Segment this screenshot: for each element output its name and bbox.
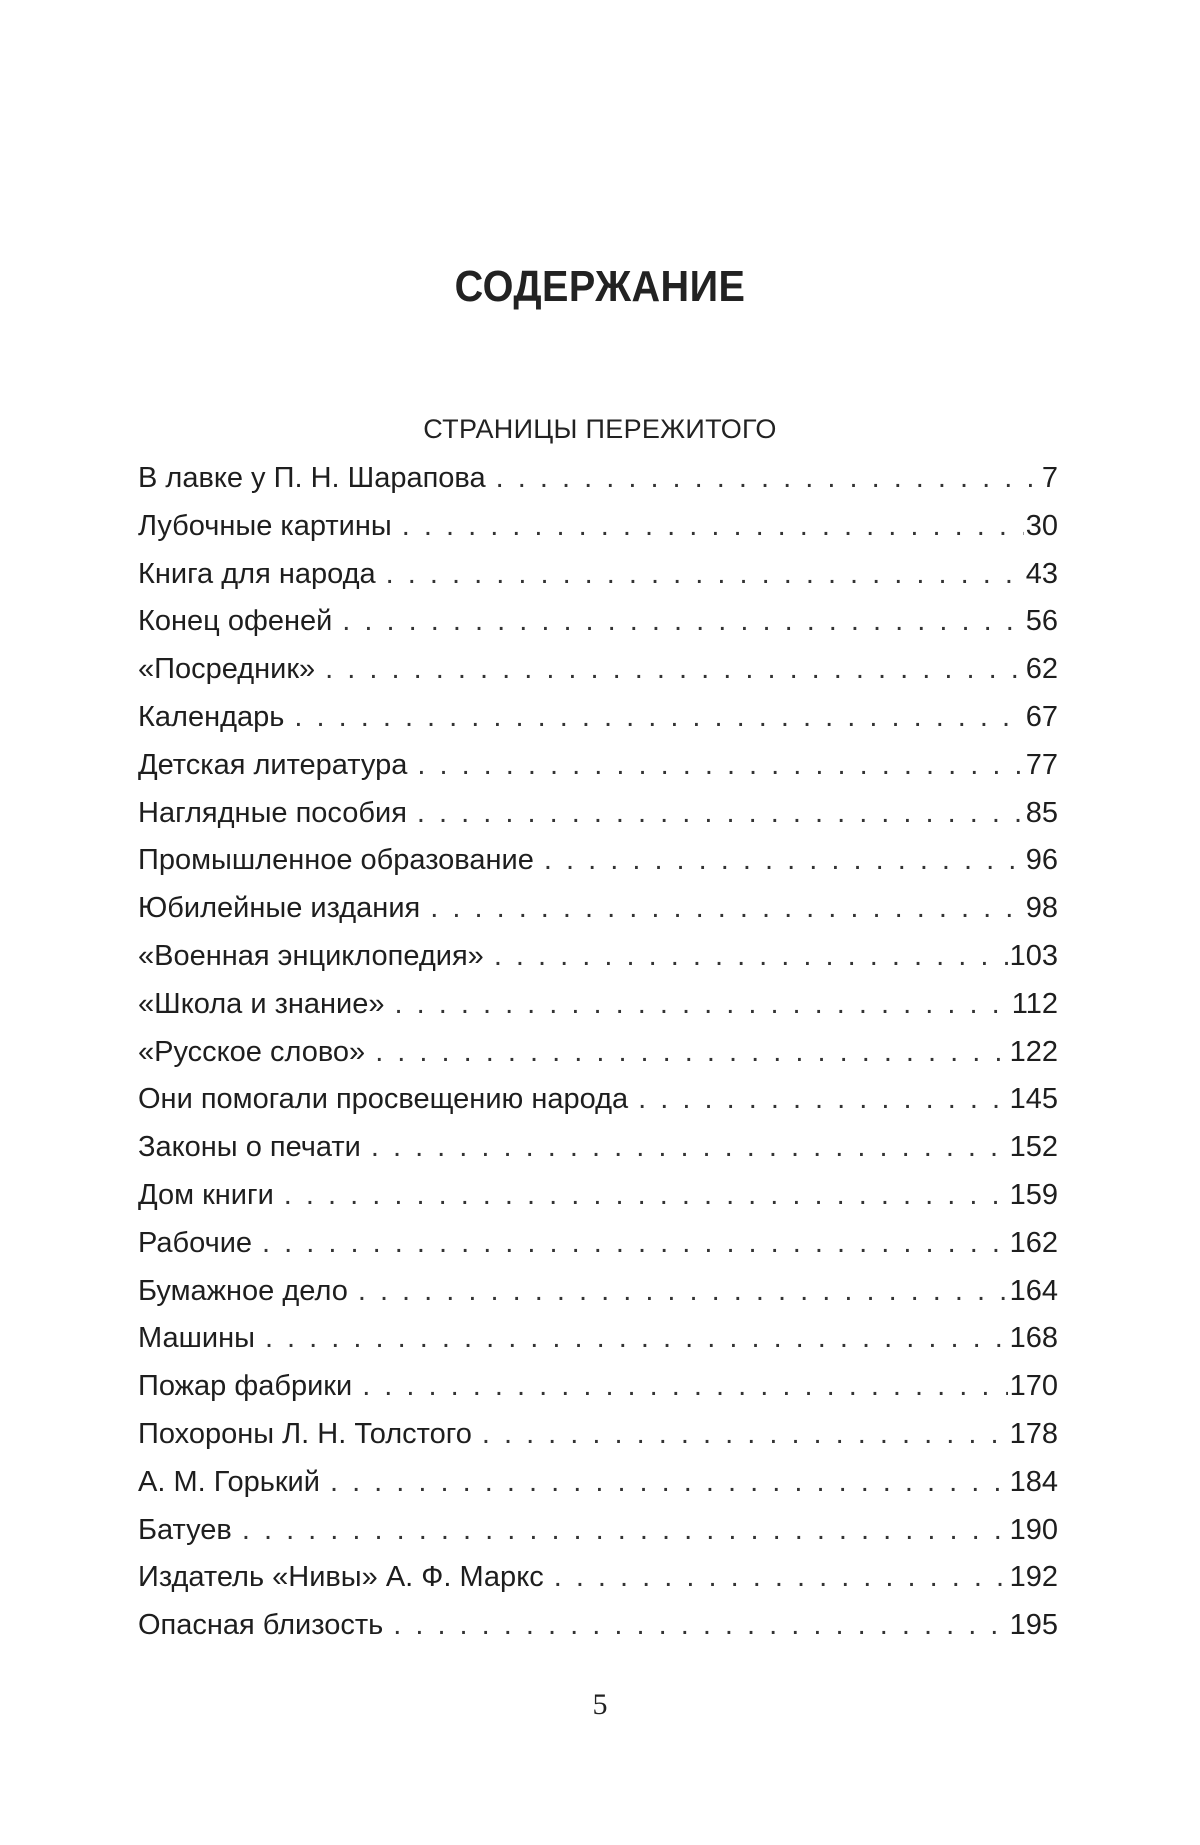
toc-entry-page-number: 192 bbox=[1009, 1561, 1058, 1594]
dot-leader bbox=[294, 701, 1023, 734]
dot-leader bbox=[330, 1466, 1008, 1499]
toc-entry-page-number: 168 bbox=[1009, 1322, 1058, 1355]
dot-leader bbox=[417, 749, 1023, 782]
toc-entry-title: Календарь bbox=[138, 700, 285, 733]
toc-entry bbox=[138, 1179, 1058, 1227]
toc-entry bbox=[138, 892, 1058, 940]
toc-entry-title: Бумажное дело bbox=[138, 1274, 348, 1307]
dot-leader bbox=[262, 1227, 1008, 1260]
toc-entry-page-number: 178 bbox=[1009, 1417, 1058, 1450]
toc-entry-page-number: 162 bbox=[1009, 1226, 1058, 1259]
toc-entry bbox=[138, 1036, 1058, 1084]
toc-entry-title: Конец офеней bbox=[138, 605, 333, 638]
toc-entry-page-number: 96 bbox=[1025, 844, 1058, 877]
dot-leader bbox=[375, 1036, 1007, 1069]
dot-leader bbox=[494, 940, 1008, 973]
dot-leader bbox=[284, 1179, 1008, 1212]
toc-entry-page-number: 190 bbox=[1009, 1513, 1058, 1546]
dot-leader bbox=[265, 1322, 1008, 1355]
toc-entry-title: Наглядные пособия bbox=[138, 796, 407, 829]
toc-entry bbox=[138, 988, 1058, 1036]
toc-entry bbox=[138, 1227, 1058, 1275]
toc-entry-title: «Посредник» bbox=[138, 653, 316, 686]
dot-leader bbox=[371, 1131, 1008, 1164]
toc-entry bbox=[138, 1418, 1058, 1466]
dot-leader bbox=[554, 1561, 1008, 1594]
dot-leader bbox=[482, 1418, 1008, 1451]
toc-entry-title: Промышленное образование bbox=[138, 844, 534, 877]
table-of-contents bbox=[138, 462, 1058, 1657]
toc-entry-title: Пожар фабрики bbox=[138, 1370, 353, 1403]
toc-entry bbox=[138, 462, 1058, 510]
toc-entry bbox=[138, 653, 1058, 701]
toc-entry bbox=[138, 1609, 1058, 1657]
toc-entry-page-number: 67 bbox=[1025, 700, 1058, 733]
toc-entry-page-number: 112 bbox=[1011, 987, 1058, 1020]
dot-leader bbox=[395, 988, 1010, 1021]
toc-entry-title: Машины bbox=[138, 1322, 255, 1355]
toc-entry-title: Детская литература bbox=[138, 748, 408, 781]
dot-leader bbox=[638, 1083, 1007, 1116]
toc-entry bbox=[138, 605, 1058, 653]
toc-entry-title: Законы о печати bbox=[138, 1131, 361, 1164]
toc-entry-title: Юбилейные издания bbox=[138, 892, 421, 925]
toc-entry-page-number: 85 bbox=[1025, 796, 1058, 829]
toc-entry-title: Батуев bbox=[138, 1513, 232, 1546]
toc-entry-page-number: 170 bbox=[1009, 1370, 1058, 1403]
toc-entry-page-number: 145 bbox=[1009, 1083, 1058, 1116]
toc-entry bbox=[138, 1514, 1058, 1562]
toc-entry bbox=[138, 1083, 1058, 1131]
toc-entry bbox=[138, 797, 1058, 845]
toc-entry-page-number: 184 bbox=[1009, 1465, 1058, 1498]
page-title: СОДЕРЖАНИЕ bbox=[454, 262, 746, 311]
toc-entry-title: «Школа и знание» bbox=[138, 987, 385, 1020]
toc-entry bbox=[138, 1561, 1058, 1609]
toc-entry bbox=[138, 1131, 1058, 1179]
toc-entry-page-number: 77 bbox=[1025, 748, 1058, 781]
toc-entry-title: Похороны Л. Н. Толстого bbox=[138, 1417, 472, 1450]
toc-entry-title: «Военная энциклопедия» bbox=[138, 939, 484, 972]
toc-entry bbox=[138, 510, 1058, 558]
page-number: 5 bbox=[592, 1688, 608, 1721]
dot-leader bbox=[544, 844, 1024, 877]
toc-entry-title: Дом книги bbox=[138, 1178, 274, 1211]
toc-entry-page-number: 152 bbox=[1009, 1131, 1058, 1164]
toc-entry bbox=[138, 558, 1058, 606]
toc-entry bbox=[138, 1322, 1058, 1370]
toc-entry-page-number: 30 bbox=[1025, 509, 1058, 542]
toc-entry bbox=[138, 1370, 1058, 1418]
dot-leader bbox=[362, 1370, 1007, 1403]
toc-entry-page-number: 103 bbox=[1009, 939, 1058, 972]
toc-entry-title: Опасная близость bbox=[138, 1609, 384, 1642]
dot-leader bbox=[242, 1514, 1008, 1547]
toc-entry-page-number: 62 bbox=[1025, 653, 1058, 686]
toc-entry bbox=[138, 940, 1058, 988]
dot-leader bbox=[402, 510, 1024, 543]
toc-entry bbox=[138, 749, 1058, 797]
dot-leader bbox=[430, 892, 1024, 925]
section-heading: СТРАНИЦЫ ПЕРЕЖИТОГО bbox=[423, 414, 777, 444]
toc-entry-page-number: 43 bbox=[1025, 557, 1058, 590]
toc-entry bbox=[138, 1466, 1058, 1514]
dot-leader bbox=[386, 558, 1024, 591]
toc-entry bbox=[138, 701, 1058, 749]
dot-leader bbox=[342, 605, 1023, 638]
toc-entry-page-number: 195 bbox=[1009, 1609, 1058, 1642]
toc-entry-title: Рабочие bbox=[138, 1226, 253, 1259]
toc-entry-page-number: 122 bbox=[1009, 1035, 1058, 1068]
dot-leader bbox=[358, 1275, 1008, 1308]
toc-entry-page-number: 164 bbox=[1009, 1274, 1058, 1307]
toc-entry-page-number: 56 bbox=[1025, 605, 1058, 638]
toc-entry bbox=[138, 1275, 1058, 1323]
dot-leader bbox=[496, 462, 1040, 495]
toc-entry-title: Лубочные картины bbox=[138, 509, 392, 542]
toc-entry bbox=[138, 844, 1058, 892]
toc-entry-title: А. М. Горький bbox=[138, 1465, 320, 1498]
toc-entry-page-number: 159 bbox=[1009, 1178, 1058, 1211]
toc-entry-page-number: 98 bbox=[1025, 892, 1058, 925]
toc-entry-title: Издатель «Нивы» А. Ф. Маркс bbox=[138, 1561, 544, 1594]
toc-entry-page-number: 7 bbox=[1041, 462, 1058, 494]
dot-leader bbox=[393, 1609, 1007, 1642]
dot-leader bbox=[417, 797, 1024, 830]
dot-leader bbox=[325, 653, 1024, 686]
toc-entry-title: «Русское слово» bbox=[138, 1035, 366, 1068]
toc-entry-title: В лавке у П. Н. Шарапова bbox=[138, 462, 486, 494]
toc-entry-title: Они помогали просвещению народа bbox=[138, 1083, 629, 1116]
toc-entry-title: Книга для народа bbox=[138, 557, 376, 590]
